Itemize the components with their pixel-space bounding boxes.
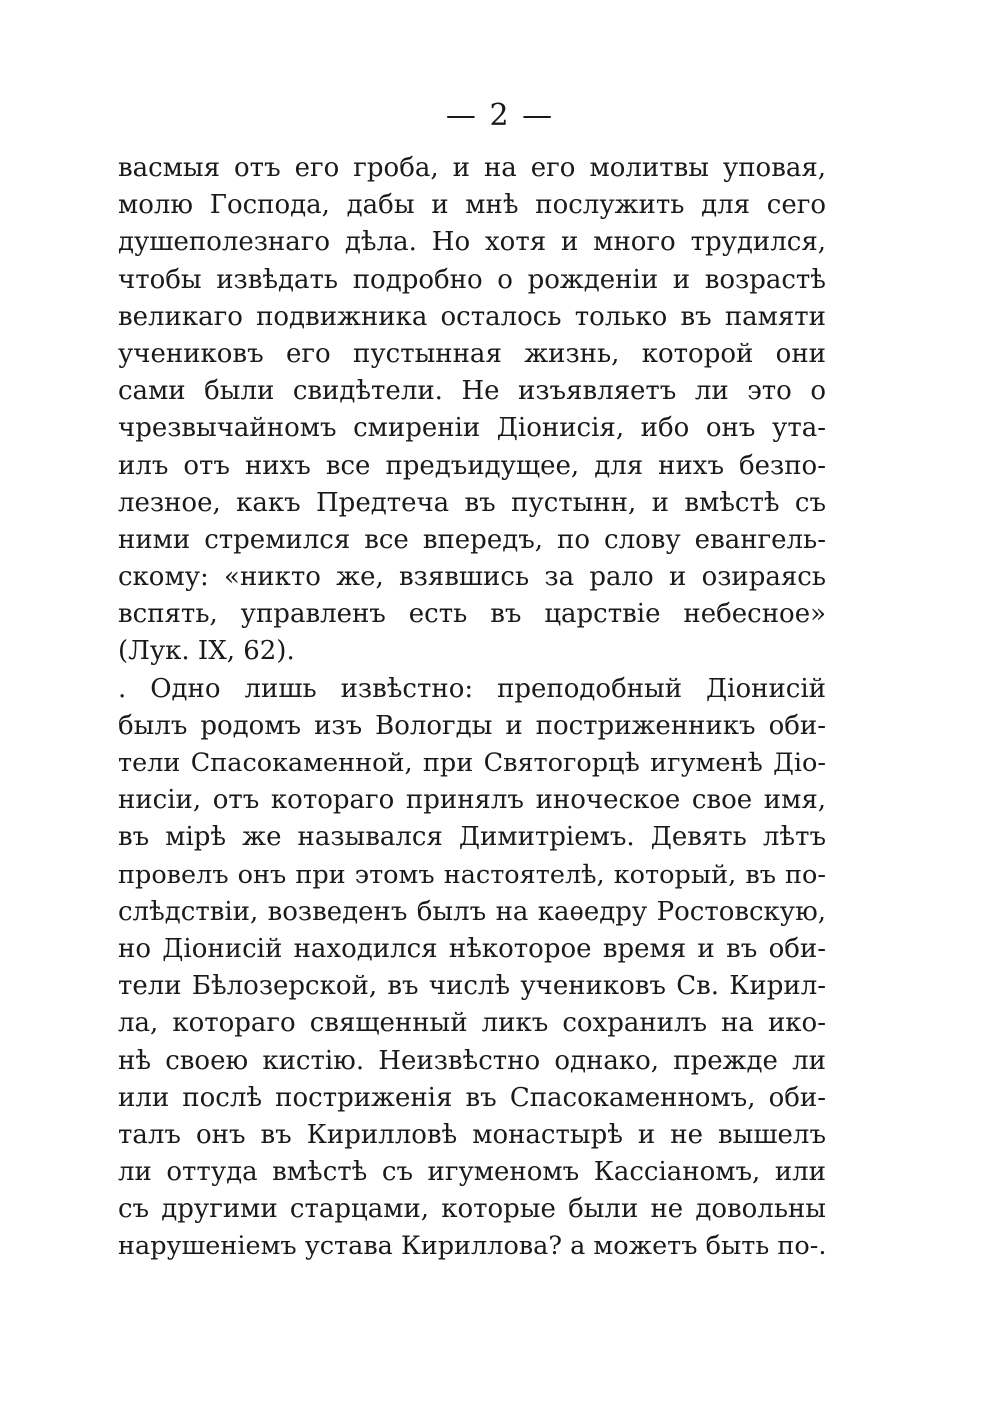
text-line: былъ родомъ изъ Вологды и постриженникъ оби-	[118, 710, 826, 741]
text-line: или послѣ постриженія въ Спасокаменномъ, оби-	[118, 1082, 826, 1113]
body-text	[118, 150, 826, 1266]
text-line: илъ отъ нихъ все предъидущее, для нихъ безпо-	[118, 450, 826, 481]
text-line: ла, котораго священный ликъ сохранилъ на ико-	[118, 1008, 826, 1039]
text-line: душеполезнаго дѣла. Но хотя и много трудился,	[118, 227, 826, 258]
text-line: нарушеніемъ устава Кириллова? а можетъ быть по-.	[118, 1231, 827, 1262]
text-line: но Діонисій находился нѣкоторое время и въ оби-	[118, 933, 826, 964]
text-line: чрезвычайномъ смиреніи Діонисія, ибо онъ ута-	[118, 413, 826, 444]
text-line: сами были свидѣтели. Не изъявляетъ ли это о	[118, 376, 826, 407]
text-line: ними стремился все впередъ, по слову евангель-	[118, 524, 826, 555]
text-line: слѣдствіи, возведенъ былъ на каѳедру Ростовскую,	[118, 896, 826, 927]
text-line: (Лук. IX, 62).	[118, 636, 295, 667]
text-line: провелъ онъ при этомъ настоятелѣ, который, въ по-	[118, 859, 826, 890]
text-line: . Одно лишь извѣстно: преподобный Діонисій	[118, 673, 826, 704]
text-line: нисіи, отъ котораго принялъ иноческое свое имя,	[118, 785, 826, 816]
text-line: лезное, какъ Предтеча въ пустынн, и вмѣстѣ съ	[118, 487, 826, 518]
text-line: великаго подвижника осталось только въ памяти	[118, 301, 826, 332]
text-line: съ другими старцами, которые были не довольны	[118, 1194, 826, 1225]
text-line: вспять, управленъ есть въ царствіе небесное»	[118, 599, 826, 630]
text-line: васмыя отъ его гроба, и на его молитвы уповая,	[118, 153, 826, 183]
text-line: тели Спасокаменной, при Святогорцѣ игуменѣ Діо-	[118, 748, 826, 778]
text-line: чтобы извѣдать подробно о рожденіи и возрастѣ	[118, 264, 826, 295]
text-line: скому: «никто же, взявшись за рало и озираясь	[118, 562, 826, 593]
text-line: въ мірѣ же назывался Димитріемъ. Девять лѣтъ	[118, 822, 826, 853]
page-number: — 2 —	[445, 98, 555, 133]
text-line: тели Бѣлозерской, въ числѣ учениковъ Св. Кирил-	[118, 971, 826, 1002]
text-line: нѣ своею кистію. Неизвѣстно однако, прежде ли	[118, 1045, 826, 1076]
text-line: ли оттуда вмѣстѣ съ игуменомъ Кассіаномъ, или	[118, 1157, 826, 1188]
text-line: молю Господа, дабы и мнѣ послужить для сего	[118, 190, 826, 221]
text-line: талъ онъ въ Кирилловѣ монастырѣ и не вышелъ	[118, 1119, 826, 1150]
text-line: учениковъ его пустынная жизнь, которой они	[118, 338, 826, 369]
